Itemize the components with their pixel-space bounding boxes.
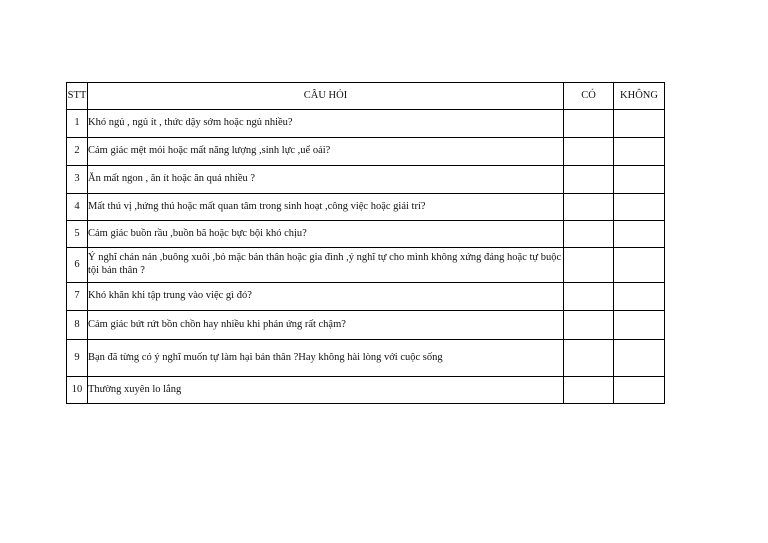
question-text: Bạn đã từng có ý nghĩ muốn tự làm hại bản thân ?Hay không hài lòng với cuộc sống: [88, 340, 564, 377]
no-answer-cell[interactable]: [614, 110, 665, 138]
table-header-row: [67, 83, 665, 110]
yes-answer-cell[interactable]: [564, 248, 614, 283]
row-number: 4: [67, 194, 88, 221]
row-number: 10: [67, 377, 88, 404]
no-answer-cell[interactable]: [614, 138, 665, 166]
header-stt: STT: [67, 83, 88, 110]
questionnaire-table: [66, 82, 665, 404]
yes-answer-cell[interactable]: [564, 110, 614, 138]
yes-answer-cell[interactable]: [564, 221, 614, 248]
no-answer-cell[interactable]: [614, 283, 665, 311]
yes-answer-cell[interactable]: [564, 340, 614, 377]
yes-answer-cell[interactable]: [564, 166, 614, 194]
table-row: [67, 110, 665, 138]
row-number: 8: [67, 311, 88, 340]
yes-answer-cell[interactable]: [564, 194, 614, 221]
no-answer-cell[interactable]: [614, 221, 665, 248]
no-answer-cell[interactable]: [614, 248, 665, 283]
table-row: [67, 340, 665, 377]
header-yes: CÓ: [564, 83, 614, 110]
question-text: Ăn mất ngon , ăn ít hoặc ăn quá nhiều ?: [88, 166, 564, 194]
table-row: [67, 283, 665, 311]
question-text: Thường xuyên lo lắng: [88, 377, 564, 404]
table-row: [67, 166, 665, 194]
question-text: Ý nghĩ chán nản ,buông xuôi ,bỏ mặc bản thân hoặc gia đình ,ý nghĩ tự cho mình không xứng đáng hoặc tự buộc tội bản thân ?: [88, 248, 564, 283]
header-question: CÂU HỎI: [88, 83, 564, 110]
no-answer-cell[interactable]: [614, 166, 665, 194]
row-number: 6: [67, 248, 88, 283]
row-number: 3: [67, 166, 88, 194]
question-text: Cảm giác buồn rầu ,buồn bã hoặc bực bội khó chịu?: [88, 221, 564, 248]
question-text: Khó khăn khi tập trung vào việc gì đó?: [88, 283, 564, 311]
yes-answer-cell[interactable]: [564, 311, 614, 340]
table-row: [67, 138, 665, 166]
yes-answer-cell[interactable]: [564, 377, 614, 404]
question-text: Cảm giác mệt mỏi hoặc mất năng lượng ,sinh lực ,uể oải?: [88, 138, 564, 166]
no-answer-cell[interactable]: [614, 377, 665, 404]
question-text: Mất thú vị ,hứng thú hoặc mất quan tâm trong sinh hoạt ,công việc hoặc giải trí?: [88, 194, 564, 221]
table-row: [67, 248, 665, 283]
row-number: 7: [67, 283, 88, 311]
table-row: [67, 311, 665, 340]
question-text: Cảm giác bứt rứt bồn chồn hay nhiều khi phản ứng rất chậm?: [88, 311, 564, 340]
header-no: KHÔNG: [614, 83, 665, 110]
no-answer-cell[interactable]: [614, 194, 665, 221]
row-number: 9: [67, 340, 88, 377]
no-answer-cell[interactable]: [614, 340, 665, 377]
table-row: [67, 221, 665, 248]
yes-answer-cell[interactable]: [564, 283, 614, 311]
table-row: [67, 194, 665, 221]
table-row: [67, 377, 665, 404]
no-answer-cell[interactable]: [614, 311, 665, 340]
row-number: 2: [67, 138, 88, 166]
row-number: 1: [67, 110, 88, 138]
yes-answer-cell[interactable]: [564, 138, 614, 166]
question-text: Khó ngủ , ngủ ít , thức dậy sớm hoặc ngủ nhiều?: [88, 110, 564, 138]
row-number: 5: [67, 221, 88, 248]
